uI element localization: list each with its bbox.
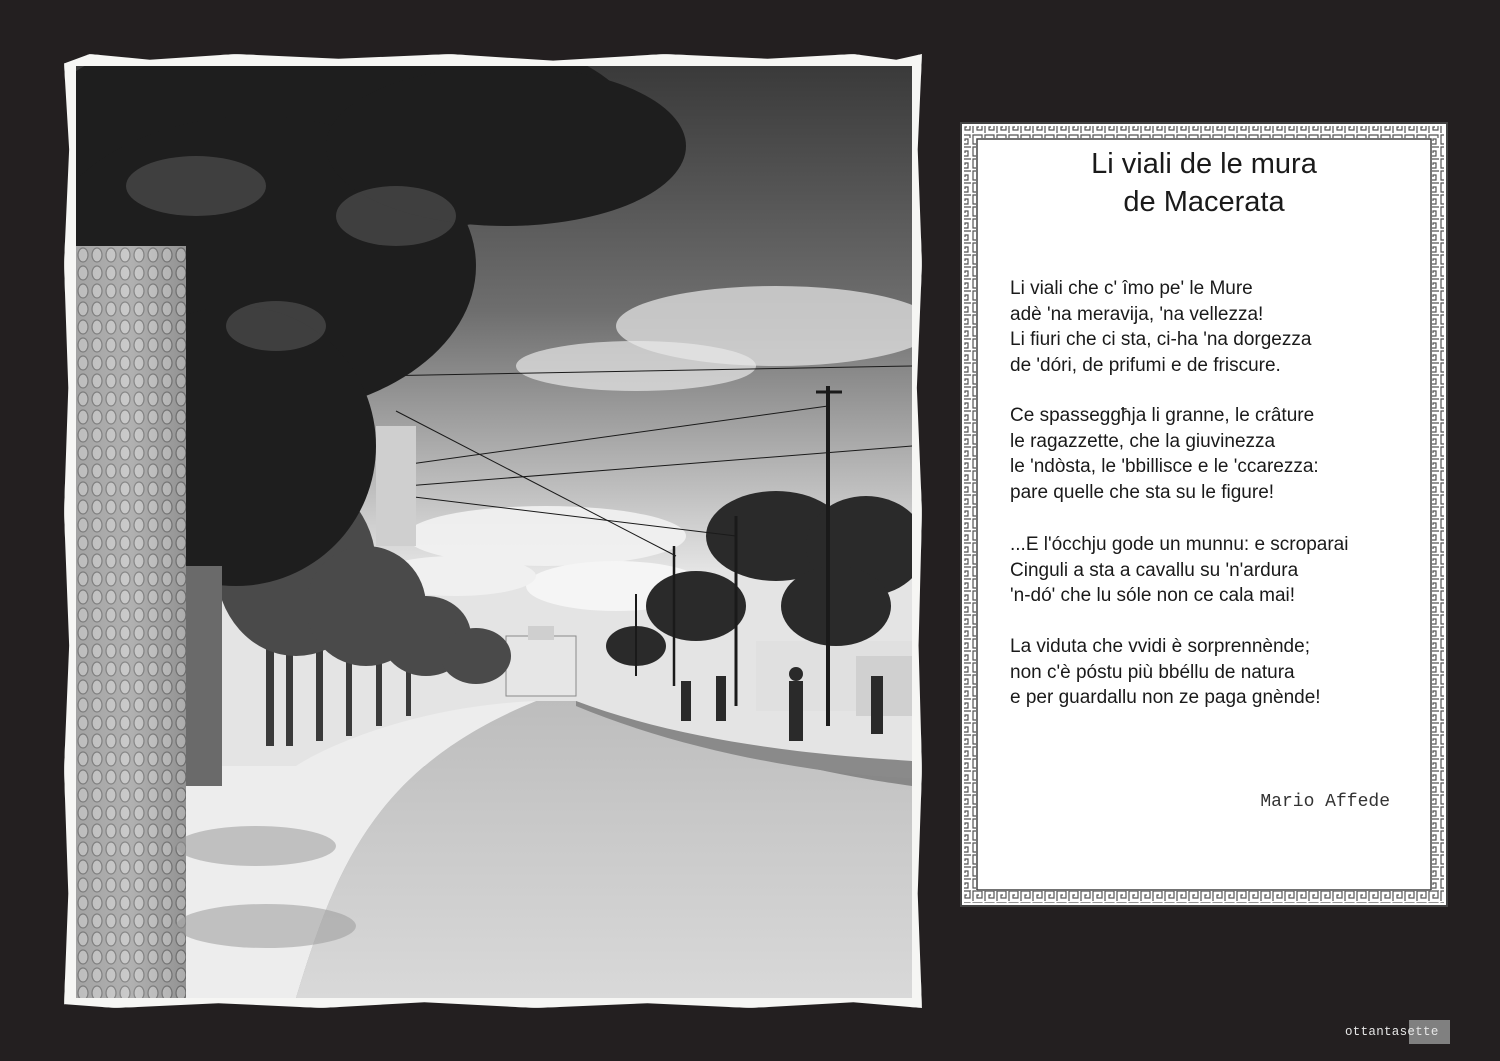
poem-line: le 'ndòsta, le 'bbillisce e le 'ccarezza: [1010, 456, 1319, 477]
poem-title-line-2: de Macerata [1123, 186, 1285, 218]
poem-line: le ragazzette, che la giuvinezza [1010, 430, 1276, 452]
greek-key-border [960, 122, 1448, 907]
poem-line: e per guardallu non ze paga gnènde! [1010, 687, 1321, 708]
poem-line: 'n-dó' che lu sóle non ce cala mai! [1010, 585, 1296, 606]
poem-line: Ce spasseggħja li granne, le crâture [1010, 405, 1315, 426]
poem-line: de 'dóri, de prifumi e de friscure. [1010, 354, 1281, 376]
poem-title-line-1: Li viali de le mura [1091, 148, 1317, 180]
poem-line: non c'è póstu più bbéllu de natura [1010, 661, 1295, 683]
poem-line: adè 'na meravija, 'na vellezza! [1010, 303, 1264, 325]
stanza-4 [1010, 634, 1430, 711]
stanza-2 [1010, 403, 1430, 505]
poem-line: La viduta che vvidi è sorprennènde; [1010, 636, 1310, 657]
stanza-3 [1010, 532, 1430, 609]
poem-line: pare quelle che sta su le figure! [1010, 481, 1275, 503]
avenue-photo [76, 66, 912, 998]
poem-card [960, 122, 1448, 907]
poem-author: Mario Affede [1260, 792, 1390, 812]
poem-line: Li fiuri che ci sta, ci-ha 'na dorgezza [1010, 329, 1312, 350]
poem-line: Li viali che c' îmo pe' le Mure [1010, 278, 1253, 299]
poem-line: ...E l'ócchju gode un munnu: e scroparai [1010, 534, 1349, 555]
stanza-1 [1010, 276, 1430, 378]
poem-line: Cinguli a sta a cavallu su 'n'ardura [1010, 559, 1299, 581]
page-number: ottantasette [1345, 1025, 1439, 1039]
